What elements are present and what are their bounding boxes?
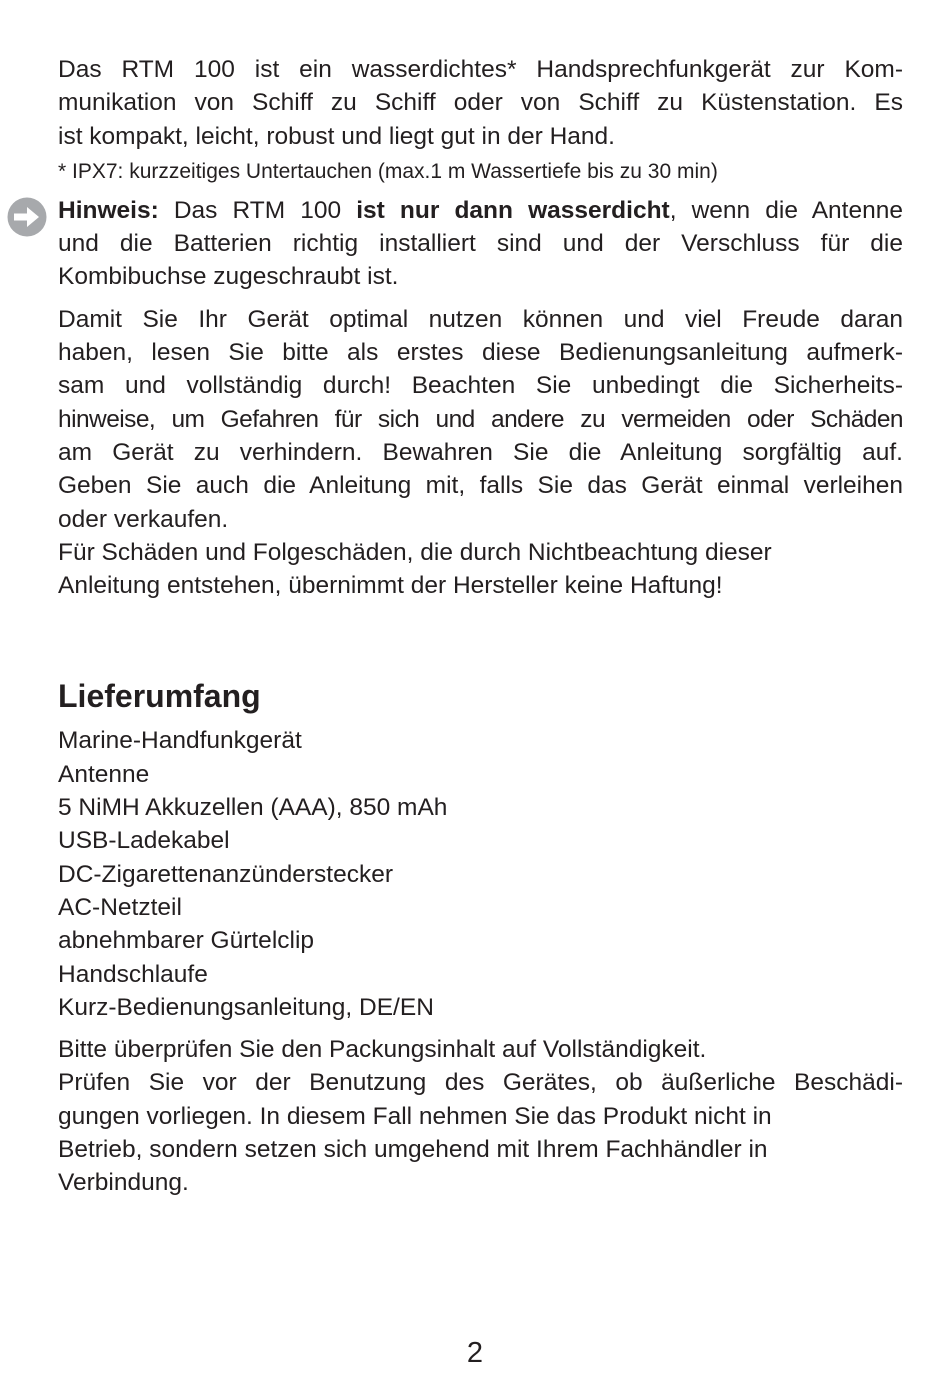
arrow-right-circle-icon xyxy=(7,197,47,237)
list-item: Antenne xyxy=(58,760,150,788)
section-title: Lieferumfang xyxy=(58,678,261,715)
instructions-paragraph xyxy=(58,303,903,603)
intro-line: munikation von Schiff zu Schiff oder von Schiff zu Küstenstation. Es xyxy=(58,89,903,117)
list-item: Marine-Handfunkgerät xyxy=(58,727,302,755)
check-line: Betrieb, sondern setzen sich umgehend mit Ihrem Fachhändler in xyxy=(58,1136,768,1164)
list-item: abnehmbarer Gürtelclip xyxy=(58,927,315,955)
note-text-2: , wenn die Antenne xyxy=(669,196,903,224)
footnote: * IPX7: kurzzeitiges Untertauchen (max.1 m Wassertiefe bis zu 30 min) xyxy=(58,159,718,183)
instructions-line: Damit Sie Ihr Gerät optimal nutzen können und viel Freude daran xyxy=(58,305,903,333)
intro-line: ist kompakt, leicht, robust und liegt gut in der Hand. xyxy=(58,122,615,150)
intro-line: Das RTM 100 ist ein wasserdichtes* Handsprechfunkgerät zur Kom- xyxy=(58,56,903,83)
instructions-line: Anleitung entstehen, übernimmt der Hersteller keine Haftung! xyxy=(58,572,723,600)
check-line: Prüfen Sie vor der Benutzung des Gerätes, ob äußerliche Beschädi- xyxy=(58,1069,903,1097)
note-first-line xyxy=(58,194,903,227)
intro-paragraph xyxy=(58,53,903,153)
note-text-1: Das RTM 100 xyxy=(158,196,357,224)
list-item: AC-Netzteil xyxy=(58,893,182,921)
instructions-line: sam und vollständig durch! Beachten Sie unbedingt die Sicherheits- xyxy=(58,372,903,400)
instructions-line: Für Schäden und Folgeschäden, die durch Nichtbeachtung dieser xyxy=(58,538,772,566)
instructions-line: oder verkaufen. xyxy=(58,505,229,533)
check-line: Verbindung. xyxy=(58,1169,189,1197)
check-paragraph xyxy=(58,1033,903,1199)
check-line: gungen vorliegen. In diesem Fall nehmen Sie das Produkt nicht in xyxy=(58,1102,772,1130)
instructions-line: haben, lesen Sie bitte als erstes diese Bedienungsanleitung aufmerk- xyxy=(58,339,903,367)
note-line: und die Batterien richtig installiert sind und der Verschluss für die xyxy=(58,230,903,258)
check-line: Bitte überprüfen Sie den Packungsinhalt auf Vollständigkeit. xyxy=(58,1036,707,1064)
list-item: 5 NiMH Akkuzellen (AAA), 850 mAh xyxy=(58,794,448,822)
note-label: Hinweis: xyxy=(58,196,159,224)
instructions-line: am Gerät zu verhindern. Bewahren Sie die Anleitung sorgfältig auf. xyxy=(58,438,903,466)
list-item: Handschlaufe xyxy=(58,960,208,988)
document-page xyxy=(58,53,903,1200)
list-item: Kurz-Bedienungsanleitung, DE/EN xyxy=(58,993,434,1021)
list-item: USB-Ladekabel xyxy=(58,827,230,855)
note-emphasis: ist nur dann wasserdicht xyxy=(356,196,670,224)
page-number: 2 xyxy=(466,1337,484,1369)
note-paragraph xyxy=(58,194,903,294)
instructions-line: Geben Sie auch die Anleitung mit, falls Sie das Gerät einmal verleihen xyxy=(58,472,903,500)
delivery-list xyxy=(58,724,903,1024)
instructions-line: hinweise, um Gefahren für sich und andere zu vermeiden oder Schäden xyxy=(58,405,903,433)
list-item: DC-Zigarettenanzünderstecker xyxy=(58,860,393,888)
note-line: Kombibuchse zugeschraubt ist. xyxy=(58,263,399,291)
